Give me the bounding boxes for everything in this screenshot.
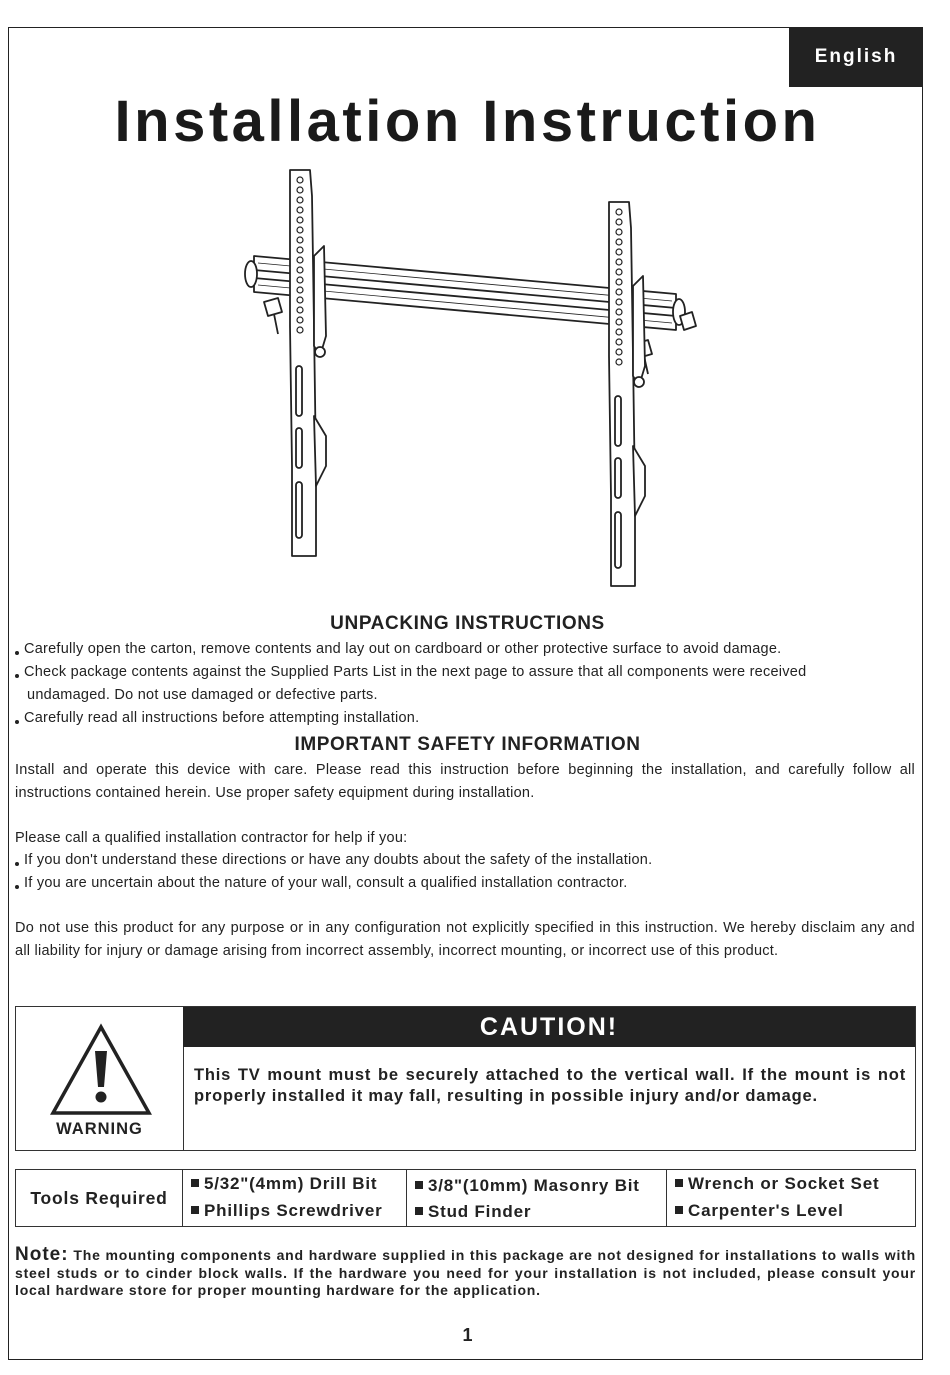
caution-heading: CAUTION! <box>183 1007 915 1047</box>
list-item-text: Check package contents against the Supplied Parts List in the next page to assure that all components were received <box>24 664 807 680</box>
tool-item <box>191 1174 377 1194</box>
square-bullet-icon <box>675 1206 683 1214</box>
tools-column-2 <box>407 1170 667 1226</box>
safety-disclaimer: Do not use this product for any purpose or in any configuration not explicitly specified in this instruction. We hereby disclaim any and all liability for injury or damage arising from incorrect assembly, incorrect mounting, or incorrect use of this product. <box>15 920 915 959</box>
list-item-text: undamaged. Do not use damaged or defective parts. <box>27 687 378 703</box>
square-bullet-icon <box>415 1207 423 1215</box>
page-title: Installation Instruction <box>114 89 821 154</box>
tool-item-text: Carpenter's Level <box>688 1201 844 1220</box>
page-number: 1 <box>462 1325 473 1345</box>
bullet-icon <box>15 674 19 678</box>
warning-triangle-icon <box>49 1023 153 1118</box>
note-lead: Note: <box>15 1244 69 1265</box>
tool-item <box>191 1201 383 1221</box>
unpacking-heading: UNPACKING INSTRUCTIONS <box>330 613 605 634</box>
bullet-icon <box>15 651 19 655</box>
tools-column-1 <box>183 1170 407 1226</box>
square-bullet-icon <box>191 1179 199 1187</box>
tool-item <box>415 1202 531 1222</box>
list-item <box>15 661 915 684</box>
safety-heading: IMPORTANT SAFETY INFORMATION <box>294 734 641 755</box>
warning-label: WARNING <box>56 1120 143 1138</box>
bullet-icon <box>15 862 19 866</box>
list-item <box>15 638 915 661</box>
caution-box <box>15 1006 916 1151</box>
language-tab: English <box>789 27 923 87</box>
note-text: The mounting components and hardware supplied in this package are not designed for installations to walls with steel studs or to cinder block walls. If the hardware you need for your installation is not included, please consult your local hardware store for proper mounting hardware for the application. <box>15 1247 916 1298</box>
tv-mount-illustration <box>236 166 700 592</box>
tool-item <box>415 1176 640 1196</box>
warning-panel <box>16 1007 184 1150</box>
list-item-text: Carefully read all instructions before attempting installation. <box>24 710 420 726</box>
tools-table <box>15 1169 916 1227</box>
tool-item <box>675 1201 844 1221</box>
list-item <box>15 872 915 895</box>
tool-item-text: Phillips Screwdriver <box>204 1201 383 1220</box>
square-bullet-icon <box>191 1206 199 1214</box>
list-item-text: Carefully open the carton, remove contents and lay out on cardboard or other protective surface to avoid damage. <box>24 641 782 657</box>
tool-item-text: 5/32"(4mm) Drill Bit <box>204 1174 378 1193</box>
tool-item-text: Stud Finder <box>428 1202 532 1221</box>
caution-message: This TV mount must be securely attached to the vertical wall. If the mount is not properly installed it may fall, resulting in possible injury and/or damage. <box>194 1066 906 1105</box>
list-item <box>15 849 915 872</box>
safety-intro: Install and operate this device with care. Please read this instruction before beginning the installation, and carefully follow all instructions contained herein. Use proper safety equipment during installation. <box>15 762 915 801</box>
safety-call: Please call a qualified installation contractor for help if you: <box>15 830 408 846</box>
note-paragraph <box>15 1246 916 1300</box>
tool-item <box>675 1174 879 1194</box>
bullet-icon <box>15 720 19 724</box>
list-item-continuation <box>15 684 915 707</box>
tool-item-text: 3/8"(10mm) Masonry Bit <box>428 1176 640 1195</box>
bullet-icon <box>15 885 19 889</box>
list-item-text: If you don't understand these directions or have any doubts about the safety of the installation. <box>24 852 653 868</box>
tool-item-text: Wrench or Socket Set <box>688 1174 880 1193</box>
list-item-text: If you are uncertain about the nature of your wall, consult a qualified installation contractor. <box>24 875 628 891</box>
square-bullet-icon <box>675 1179 683 1187</box>
tools-label: Tools Required <box>16 1170 183 1226</box>
list-item <box>15 707 915 730</box>
tools-column-3 <box>667 1170 915 1226</box>
square-bullet-icon <box>415 1181 423 1189</box>
